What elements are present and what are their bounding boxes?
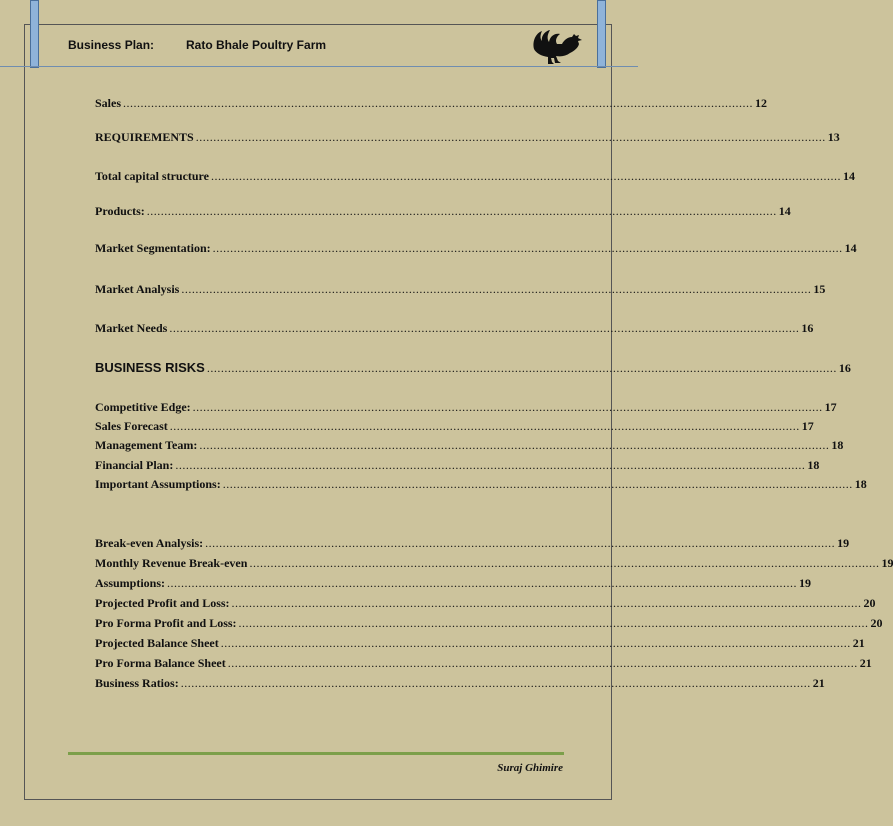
header-plan-label: Business Plan:	[68, 38, 155, 52]
toc-entry-page: 14	[843, 169, 855, 183]
header-farm-name: Rato Bhale Poultry Farm	[186, 38, 327, 52]
toc-entry-label: Products:	[95, 204, 145, 218]
toc-entry[interactable]: Products: .................................................................................................................................................................................... 14	[95, 204, 791, 218]
toc-entry-page: 12	[755, 96, 768, 110]
toc-entry-label: REQUIREMENTS	[95, 130, 194, 144]
toc-entry-label: Total capital structure	[95, 169, 209, 183]
toc-entry[interactable]: Management Team: .................................................................................................................................................................................... 18	[95, 438, 844, 452]
toc-entry-label: Market Analysis	[95, 282, 180, 296]
toc-entry[interactable]: Pro Forma Balance Sheet .................................................................................................................................................................................... 21	[95, 656, 872, 670]
toc-entry-page: 18	[854, 477, 867, 491]
toc-entry-page: 21	[859, 656, 872, 670]
toc-entry-label: Market Needs	[95, 321, 168, 335]
toc-entry-page: 15	[813, 282, 826, 296]
toc-entry-page: 17	[824, 400, 837, 414]
toc-entry-label: Projected Balance Sheet	[95, 636, 219, 650]
toc-entry-page: 21	[812, 676, 825, 690]
toc-entry[interactable]: Market Analysis .................................................................................................................................................................................... 15	[95, 282, 826, 296]
toc-entry[interactable]: Projected Profit and Loss: .................................................................................................................................................................................... 20	[95, 596, 876, 610]
toc-entry[interactable]: Sales .................................................................................................................................................................................... 12	[95, 96, 768, 110]
toc-entry-label: Projected Profit and Loss:	[95, 596, 230, 610]
toc-entry-page: 19	[799, 576, 812, 590]
toc-entry[interactable]: Total capital structure .................................................................................................................................................................................... 14	[95, 169, 855, 183]
footer-author: Suraj Ghimire	[497, 762, 563, 774]
toc-entry-label: Break-even Analysis:	[95, 536, 204, 550]
toc-entry[interactable]: Projected Balance Sheet .................................................................................................................................................................................... 21	[95, 636, 865, 650]
toc-entry[interactable]: Business Ratios: .................................................................................................................................................................................... 21	[95, 676, 825, 690]
toc-entry-label: BUSINESS RISKS	[95, 360, 205, 375]
toc-entry-page: 19	[881, 556, 893, 570]
toc-entry[interactable]: Market Needs .................................................................................................................................................................................... 16	[95, 321, 814, 335]
toc-entry[interactable]: Break-even Analysis: .................................................................................................................................................................................... 19	[95, 536, 850, 550]
toc-entry[interactable]: Important Assumptions: .................................................................................................................................................................................... 18	[95, 477, 867, 491]
toc-entry-label: Competitive Edge:	[95, 400, 191, 414]
toc-entry[interactable]: Monthly Revenue Break-even .................................................................................................................................................................................... 19	[95, 556, 893, 570]
toc-entry[interactable]: Competitive Edge: .................................................................................................................................................................................... 17	[95, 400, 837, 414]
toc-entry-label: Business Ratios:	[95, 676, 179, 690]
rooster-icon	[528, 27, 586, 69]
toc-entry-label: Management Team:	[95, 438, 198, 452]
toc-entry-label: Monthly Revenue Break-even	[95, 556, 248, 570]
toc-entry-page: 14	[778, 204, 791, 218]
toc-entry-label: Sales	[95, 96, 122, 110]
toc-entry[interactable]: Assumptions: .................................................................................................................................................................................... 19	[95, 576, 812, 590]
toc-entry-label: Important Assumptions:	[95, 477, 221, 491]
toc-entry-label: Pro Forma Balance Sheet	[95, 656, 226, 670]
toc-entry[interactable]: Financial Plan: .................................................................................................................................................................................... 18	[95, 458, 820, 472]
footer-rule	[68, 752, 564, 755]
toc-entry-page: 13	[827, 130, 840, 144]
toc-entry[interactable]: BUSINESS RISKS .................................................................................................................................................................................... 16	[95, 360, 851, 375]
toc-entry-label: Pro Forma Profit and Loss:	[95, 616, 237, 630]
toc-entry-label: Financial Plan:	[95, 458, 174, 472]
toc-entry[interactable]: Market Segmentation: .................................................................................................................................................................................... 14	[95, 241, 857, 255]
toc-entry-label: Assumptions:	[95, 576, 166, 590]
left-header-tab	[30, 0, 39, 68]
toc-entry-page: 16	[801, 321, 814, 335]
toc-entry-label: Sales Forecast	[95, 419, 168, 433]
toc-entry-page: 18	[807, 458, 820, 472]
toc-entry-page: 20	[870, 616, 883, 630]
toc-entry-page: 18	[831, 438, 844, 452]
toc-entry[interactable]: Sales Forecast .................................................................................................................................................................................... 17	[95, 419, 814, 433]
toc-entry-page: 19	[837, 536, 850, 550]
right-header-tab	[597, 0, 606, 68]
toc-entry-page: 21	[852, 636, 865, 650]
toc-entry-page: 16	[838, 361, 851, 375]
toc-entry-page: 17	[801, 419, 814, 433]
toc-entry[interactable]: REQUIREMENTS .................................................................................................................................................................................... 13	[95, 130, 840, 144]
toc-entry-page: 20	[863, 596, 876, 610]
toc-entry-page: 14	[844, 241, 857, 255]
toc-entry[interactable]: Pro Forma Profit and Loss: .................................................................................................................................................................................... 20	[95, 616, 883, 630]
toc-entry-label: Market Segmentation:	[95, 241, 211, 255]
